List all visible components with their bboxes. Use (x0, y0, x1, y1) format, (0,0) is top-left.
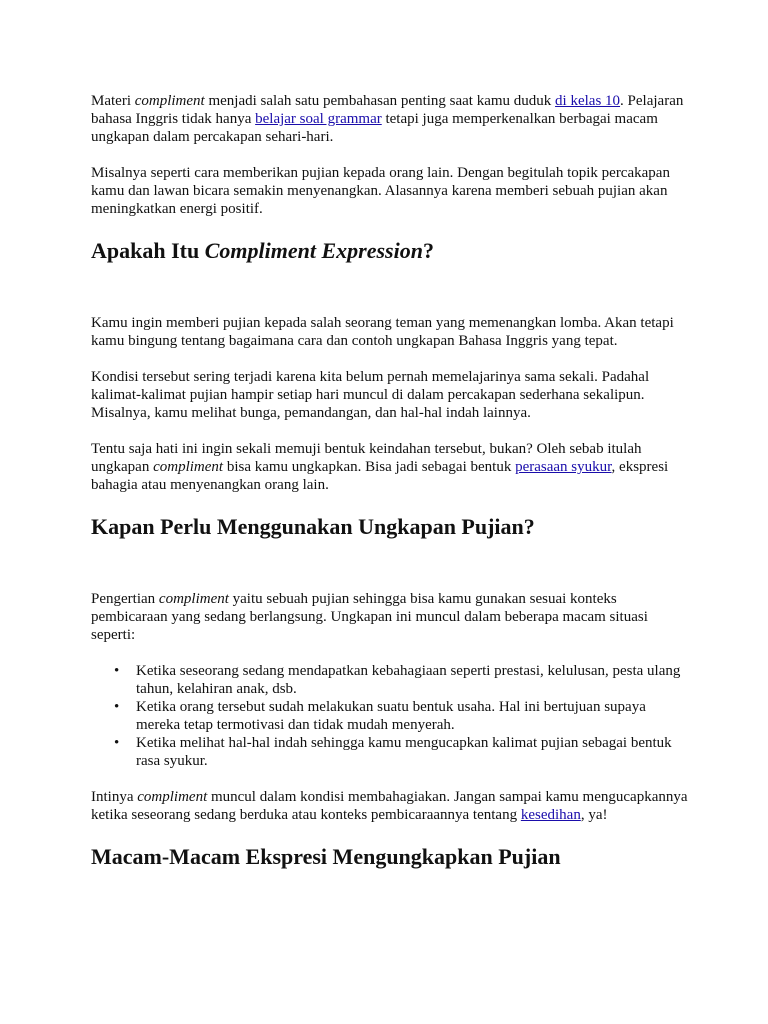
s2p1-emphasis: compliment (158, 591, 229, 607)
section1-paragraph-3 (91, 440, 691, 494)
s1p3-text-2: bisa kamu ungkapkan. Bisa jadi sebagai bentuk (223, 459, 516, 475)
section2-paragraph-2 (91, 788, 691, 824)
link-belajar-soal-grammar[interactable]: belajar soal grammar (255, 111, 382, 127)
s1p3-text-1: Tentu saja hati ini ingin sekali memuji bentuk keindahan tersebut, bukan? Oleh sebab itulah ungkapan (91, 441, 642, 475)
spacer (91, 146, 691, 164)
intro-p1-emphasis: compliment (134, 93, 205, 109)
spacer (91, 350, 691, 368)
heading-kapan-perlu: Kapan Perlu Menggunakan Ungkapan Pujian? (91, 514, 535, 539)
spacer (91, 218, 691, 238)
link-perasaan-syukur[interactable]: perasaan syukur (515, 459, 612, 475)
heading-apakah-itu-compliment-expression (91, 238, 691, 264)
spacer (91, 644, 691, 662)
intro-p1-text-1: Materi (91, 93, 135, 109)
section1-paragraph-1: Kamu ingin memberi pujian kepada salah seorang teman yang memenangkan lomba. Akan tetapi kamu bingung tentang bagaimana cara dan contoh ungkapan Bahasa Inggris yang tepat. (91, 315, 674, 349)
spacer (91, 540, 691, 590)
link-kesedihan[interactable]: kesedihan (520, 807, 581, 823)
article (91, 92, 691, 870)
s2p1-text-2: yaitu sebuah pujian sehingga bisa kamu gunakan sesuai konteks pembicaraan yang sedang berlangsung. Ungkapan ini muncul dalam beberapa macam situasi seperti: (91, 591, 648, 643)
section1-paragraph-2: Kondisi tersebut sering terjadi karena kita belum pernah memelajarinya sama sekali. Padahal kalimat-kalimat pujian hampir setiap hari muncul di dalam percakapan sederhana sekalipun. Misalnya, kamu melihat bunga, pemandangan, dan hal-hal indah lainnya. (91, 369, 650, 421)
heading-1-suffix: ? (422, 238, 434, 263)
spacer (91, 264, 691, 314)
spacer (91, 770, 691, 788)
section2-paragraph-1 (91, 590, 691, 644)
s2p2-text-1: Intinya (91, 789, 138, 805)
link-di-kelas-10[interactable]: di kelas 10 (555, 93, 621, 109)
spacer (91, 494, 691, 514)
list-item: • Ketika seseorang sedang mendapatkan kebahagiaan seperti prestasi, kelulusan, pesta ulang tahun, kelahiran anak, dsb. (136, 662, 691, 698)
heading-1-prefix: Apakah Itu (91, 238, 205, 263)
intro-p1-text-2: menjadi salah satu pembahasan penting saat kamu duduk (204, 93, 556, 109)
list-item: • Ketika orang tersebut sudah melakukan suatu bentuk usaha. Hal ini bertujuan supaya mereka tetap termotivasi dan tidak mudah menyerah. (136, 698, 691, 734)
s2p2-emphasis: compliment (137, 789, 208, 805)
s2p2-text-2: muncul dalam kondisi membahagiakan. Jangan sampai kamu mengucapkannya ketika seseorang sedang berduka atau konteks pembicaraannya tentang (91, 789, 688, 823)
intro-p1-text-4: tetapi juga memperkenalkan berbagai macam ungkapan dalam percakapan sehari-hari. (91, 111, 658, 145)
s1p3-emphasis: compliment (153, 459, 224, 475)
list-item: • Ketika melihat hal-hal indah sehingga kamu mengucapkan kalimat pujian sebagai bentuk rasa syukur. (136, 734, 691, 770)
heading-1-emphasis: Compliment Expression (204, 238, 423, 263)
intro-paragraph-1 (91, 92, 691, 146)
s1p3-text-3: , ekspresi bahagia atau menyenangkan orang lain. (91, 459, 669, 493)
s2p1-text-1: Pengertian (91, 591, 159, 607)
intro-paragraph-2: Misalnya seperti cara memberikan pujian kepada orang lain. Dengan begitulah topik percakapan kamu dan lawan bicara semakin menyenangkan. Alasannya karena memberi sebuah pujian akan meningkatkan energi positif. (91, 165, 670, 217)
spacer (91, 422, 691, 440)
s2p2-text-3: , ya! (580, 807, 608, 823)
situations-list (91, 662, 691, 770)
heading-macam-macam-ekspresi: Macam-Macam Ekspresi Mengungkapkan Pujian (91, 844, 561, 869)
intro-p1-text-3: . Pelajaran bahasa Inggris tidak hanya (91, 93, 684, 127)
spacer (91, 824, 691, 844)
